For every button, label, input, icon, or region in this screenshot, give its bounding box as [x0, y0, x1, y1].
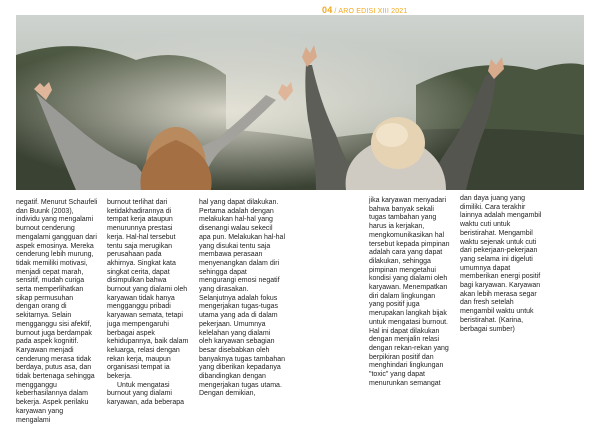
paragraph: Untuk mengatasi burnout yang dialami karyawan, ada beberapa: [107, 381, 185, 407]
photo-illustration: [16, 15, 584, 190]
text-column-1: [16, 199, 98, 425]
paragraph: dan daya juang yang dimiliki. Cara terakhir lainnya adalah mengambil waktu cuti untuk beristirahat. Mengambil waktu sejenak untuk cuti dari pekerjaan-pekerjaan yang selama ini digeluti umumnya dapat memberikan energi positif bagi karyawan. Karyawan akan lebih merasa segar dan fresh setelah mengambil waktu untuk beristirahat. (Karina, berbagai sumber): [460, 195, 542, 333]
text-column-2: [107, 199, 191, 408]
page-header: [322, 5, 408, 15]
header-photo: [16, 15, 584, 190]
text-column-4: [369, 197, 451, 388]
page-number: 04: [322, 5, 333, 15]
paragraph: negatif. Menurut Schaufeli dan Buunk (2003), individu yang mengalami burnout cenderung mengalami gangguan dari aspek emosinya. Mereka cenderung lebih murung, tidak memiliki motivasi, menjadi cepat marah, sensitif, mudah curiga serta memperlihatkan sikap permusuhan dengan orang di sekitarnya. Selain mengganggu sisi afektif, burnout juga berdampak pada aspek kognitif. Karyawan menjadi cenderung merasa tidak berdaya, putus asa, dan tidak bertenaga sehingga mengganggu keberhasilannya dalam bekerja. Aspek perilaku karyawan yang mengalami: [16, 199, 98, 424]
paragraph: burnout terlihat dari ketidakhadirannya di tempat kerja ataupun menurunnya prestasi kerja. Hal-hal tersebut tentu saja merugikan perusahaan pada akhirnya. Singkat kata singkat cerita, dapat disimpulkan bahwa burnout yang dialami oleh karyawan tidak hanya mengganggu pribadi karyawan semata, tetapi juga mempengaruhi berbagai aspek kehidupannya, baik dalam keluarga, relasi dengan rekan kerja, maupun organisasi tempat ia bekerja.: [107, 199, 189, 381]
paragraph: hal yang dapat dilakukan. Pertama adalah dengan melakukan hal-hal yang disenangi walau sekecil apa pun. Melakukan hal-hal yang disukai tentu saja membawa perasaan menyenangkan dalam diri sehingga dapat mengurangi emosi negatif yang dirasakan. Selanjutnya adalah fokus mengerjakan tugas-tugas utama yang ada di dalam pekerjaan. Umumnya kelelahan yang dialami oleh karyawan sebagian besar disebabkan oleh banyaknya tugas tambahan yang diberikan kepadanya dibandingkan dengan mengerjakan tugas utama. Dengan demikian,: [199, 199, 286, 398]
text-column-3: [199, 199, 285, 399]
edition-label: / ARO EDISI XIII 2021: [334, 8, 408, 15]
text-column-5: [460, 195, 546, 334]
paragraph: jika karyawan menyadari bahwa banyak sekali tugas tambahan yang harus ia kerjakan, mengkomunikasikan hal tersebut kepada pimpinan adalah cara yang dapat dilakukan, sehingga pimpinan mengetahui kondisi yang dialami oleh karyawan. Menempatkan diri dalam lingkungan yang positif juga merupakan langkah bijak untuk mengatasi burnout. Hal ini dapat dilakukan dengan menjalin relasi dengan rekan-rekan yang berpikiran positif dan menghindari lingkungan "toxic" yang dapat menurunkan semangat: [369, 197, 450, 387]
